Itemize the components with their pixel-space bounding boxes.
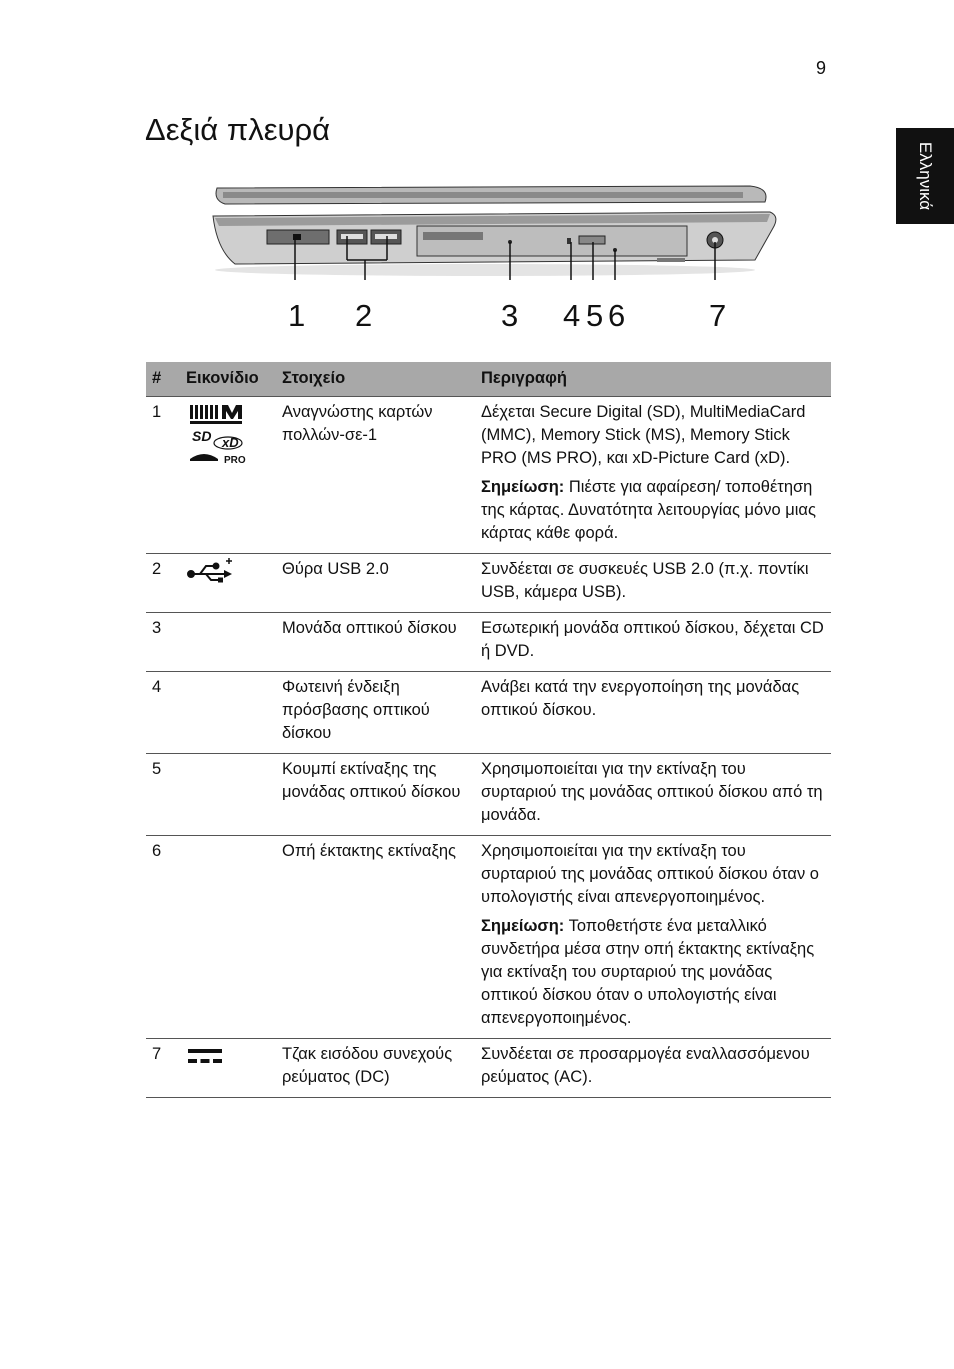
usb-icon: [186, 558, 234, 584]
description-text: Χρησιμοποιείται για την εκτίναξη του συρταριού της μονάδας οπτικού δίσκου όταν ο υπολογιστής είναι απενεργοποιημένος.: [481, 842, 819, 906]
header-icon: Εικονίδιο: [180, 362, 276, 397]
table-header-row: [146, 362, 831, 397]
dc-power-icon: [186, 1043, 226, 1069]
row-description: [475, 613, 831, 672]
svg-text:PRO: PRO: [224, 455, 246, 466]
table-row: [146, 1039, 831, 1098]
row-num: 1: [146, 397, 180, 554]
row-item: Φωτεινή ένδειξη πρόσβασης οπτικού δίσκου: [276, 672, 475, 754]
description-text: Συνδέεται σε συσκευές USB 2.0 (π.χ. ποντίκι USB, κάμερα USB).: [481, 560, 809, 601]
laptop-illustration: [195, 180, 795, 280]
table-row: [146, 554, 831, 613]
header-item: Στοιχείο: [276, 362, 475, 397]
card-reader-logos-icon: [186, 401, 254, 467]
table-row: [146, 397, 831, 554]
row-num: 3: [146, 613, 180, 672]
table-row: [146, 613, 831, 672]
row-num: 5: [146, 754, 180, 836]
row-description: [475, 836, 831, 1039]
row-description: [475, 1039, 831, 1098]
row-num: 6: [146, 836, 180, 1039]
callout-2: 2: [355, 298, 373, 333]
row-num: 2: [146, 554, 180, 613]
note-label: Σημείωση:: [481, 478, 565, 496]
row-icon: [180, 1039, 276, 1098]
note-body: Τοποθετήστε ένα μεταλλικό συνδετήρα μέσα στην οπή έκτακτης εκτίναξης για εκτίναξη του συρταριού της μονάδας οπτικού δίσκου όταν ο υπολογιστής είναι απενεργοποιημένος.: [481, 917, 815, 1027]
page-number: 9: [816, 58, 827, 78]
description-text: Δέχεται Secure Digital (SD), MultiMediaCard (MMC), Memory Stick (MS), Memory Stick PRO (MS PRO), και xD-Picture Card (xD).: [481, 403, 806, 467]
callout-1: 1: [288, 298, 306, 333]
row-item: Κουμπί εκτίναξης της μονάδας οπτικού δίσκου: [276, 754, 475, 836]
row-item: Τζακ εισόδου συνεχούς ρεύματος (DC): [276, 1039, 475, 1098]
callout-4: 4: [563, 298, 581, 333]
row-num: 7: [146, 1039, 180, 1098]
row-item: Αναγνώστης καρτών πολλών-σε-1: [276, 397, 475, 554]
language-tab: [896, 128, 954, 224]
table-row: [146, 754, 831, 836]
description-text: Χρησιμοποιείται για την εκτίναξη του συρταριού της μονάδας οπτικού δίσκου από τη μονάδα.: [481, 760, 823, 824]
table-row: [146, 672, 831, 754]
row-icon: [180, 613, 276, 672]
table-row: [146, 836, 831, 1039]
description-text: Εσωτερική μονάδα οπτικού δίσκου, δέχεται CD ή DVD.: [481, 619, 824, 660]
row-icon: [180, 397, 276, 554]
language-tab-label: Ελληνικά: [916, 141, 935, 211]
row-icon: [180, 836, 276, 1039]
callout-6: 6: [608, 298, 626, 333]
header-num: #: [146, 362, 180, 397]
note-label: Σημείωση:: [481, 917, 565, 935]
ports-table: [146, 362, 831, 1098]
row-icon: [180, 554, 276, 613]
callout-5: 5: [586, 298, 604, 333]
page-title: Δεξιά πλευρά: [145, 112, 331, 147]
row-description: [475, 754, 831, 836]
note-body: Πιέστε για αφαίρεση/ τοποθέτηση της κάρτας. Δυνατότητα λειτουργίας μόνο μιας κάρτας κάθε φορά.: [481, 478, 816, 542]
description-text: Συνδέεται σε προσαρμογέα εναλλασσόμενου ρεύματος (AC).: [481, 1045, 810, 1086]
note-text: [481, 915, 825, 1030]
svg-text:SD: SD: [192, 428, 212, 444]
row-icon: [180, 754, 276, 836]
svg-text:xD: xD: [222, 435, 239, 450]
row-item: Οπή έκτακτης εκτίναξης: [276, 836, 475, 1039]
callout-3: 3: [501, 298, 519, 333]
row-description: [475, 672, 831, 754]
description-text: Ανάβει κατά την ενεργοποίηση της μονάδας οπτικού δίσκου.: [481, 678, 800, 719]
row-description: [475, 554, 831, 613]
row-icon: [180, 672, 276, 754]
row-item: Μονάδα οπτικού δίσκου: [276, 613, 475, 672]
header-description: Περιγραφή: [475, 362, 831, 397]
row-description: [475, 397, 831, 554]
row-item: Θύρα USB 2.0: [276, 554, 475, 613]
note-text: [481, 476, 825, 545]
laptop-right-side-diagram: [195, 180, 795, 340]
row-num: 4: [146, 672, 180, 754]
callout-7: 7: [709, 298, 727, 333]
